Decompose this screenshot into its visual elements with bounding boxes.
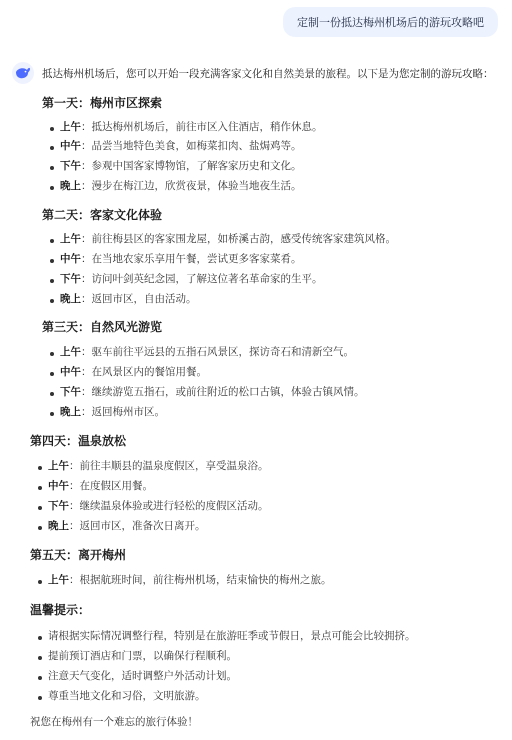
item-time: 下午 — [60, 273, 81, 285]
item-text: 参观中国客家博物馆，了解客家历史和文化。 — [91, 160, 302, 172]
assistant-intro-text: 抵达梅州机场后，您可以开始一段充满客家文化和自然美景的旅程。以下是为您定制的游玩攻略： — [42, 68, 494, 80]
item-text: 根据航班时间，前往梅州机场，结束愉快的梅州之旅。 — [79, 574, 332, 586]
bullet-dot — [38, 466, 42, 470]
item-text: 访问叶剑英纪念园，了解这位著名革命家的生平。 — [91, 273, 323, 285]
list-item: 晚上：漫步在梅江边，欣赏夜景，体验当地夜生活。 — [60, 180, 302, 192]
bullet-dot — [50, 372, 54, 376]
item-text: 在当地农家乐享用午餐，尝试更多客家菜肴。 — [91, 253, 302, 265]
item-text: 前往梅县区的客家围龙屋，如桥溪古韵，感受传统客家建筑风格。 — [91, 233, 396, 245]
bullet-dot — [38, 636, 42, 640]
item-text: 返回市区，准备次日离开。 — [79, 520, 206, 532]
item-time: 下午 — [48, 500, 69, 512]
bullet-dot — [38, 486, 42, 490]
item-text: 在度假区用餐。 — [79, 480, 153, 492]
list-item: 上午：驱车前往平远县的五指石风景区，探访奇石和清新空气。 — [60, 346, 354, 358]
item-time: 上午 — [60, 121, 81, 133]
list-item: 上午：前往梅县区的客家围龙屋，如桥溪古韵，感受传统客家建筑风格。 — [60, 233, 396, 245]
item-time: 中午 — [60, 366, 81, 378]
item-time: 中午 — [48, 480, 69, 492]
tip-item: 尊重当地文化和习俗，文明旅游。 — [48, 690, 206, 702]
list-item: 晚上：返回梅州市区。 — [60, 406, 165, 418]
item-text: 在风景区内的餐馆用餐。 — [91, 366, 207, 378]
item-text: 返回梅州市区。 — [91, 406, 165, 418]
item-text: 抵达梅州机场后，前往市区入住酒店，稍作休息。 — [91, 121, 323, 133]
list-item: 上午：根据航班时间，前往梅州机场，结束愉快的梅州之旅。 — [48, 574, 332, 586]
list-item: 中午：在当地农家乐享用午餐，尝试更多客家菜肴。 — [60, 253, 302, 265]
item-time: 上午 — [60, 233, 81, 245]
item-time: 下午 — [60, 386, 81, 398]
list-item: 晚上：返回市区，准备次日离开。 — [48, 520, 206, 532]
tip-item: 请根据实际情况调整行程，特别是在旅游旺季或节假日，景点可能会比较拥挤。 — [48, 630, 416, 642]
bullet-dot — [50, 166, 54, 170]
bullet-dot — [50, 186, 54, 190]
day-5-heading: 第五天：离开梅州 — [30, 548, 127, 562]
bullet-dot — [50, 239, 54, 243]
item-time: 晚上 — [60, 180, 81, 192]
item-time: 中午 — [60, 253, 81, 265]
item-text: 品尝当地特色美食，如梅菜扣肉、盐焗鸡等。 — [91, 140, 302, 152]
tip-item: 注意天气变化，适时调整户外活动计划。 — [48, 670, 237, 682]
day-3-heading: 第三天：自然风光游览 — [42, 320, 163, 334]
item-text: 漫步在梅江边，欣赏夜景，体验当地夜生活。 — [91, 180, 302, 192]
item-time: 上午 — [48, 460, 69, 472]
tip-item: 提前预订酒店和门票，以确保行程顺利。 — [48, 650, 237, 662]
day-4-heading: 第四天：温泉放松 — [30, 434, 127, 448]
tips-heading: 温馨提示： — [30, 603, 91, 617]
list-item: 下午：参观中国客家博物馆，了解客家历史和文化。 — [60, 160, 302, 172]
item-time: 上午 — [48, 574, 69, 586]
item-time: 晚上 — [60, 293, 81, 305]
closing-text: 祝您在梅州有一个难忘的旅行体验！ — [30, 716, 198, 728]
item-text: 继续游览五指石，或前往附近的松口古镇，体验古镇风情。 — [91, 386, 365, 398]
list-item: 晚上：返回市区，自由活动。 — [60, 293, 197, 305]
list-item: 下午：继续温泉体验或进行轻松的度假区活动。 — [48, 500, 269, 512]
bullet-dot — [50, 299, 54, 303]
item-time: 中午 — [60, 140, 81, 152]
bullet-dot — [50, 279, 54, 283]
item-text: 前往丰顺县的温泉度假区，享受温泉浴。 — [79, 460, 269, 472]
bullet-dot — [38, 676, 42, 680]
list-item: 下午：继续游览五指石，或前往附近的松口古镇，体验古镇风情。 — [60, 386, 365, 398]
item-time: 晚上 — [48, 520, 69, 532]
bullet-dot — [38, 696, 42, 700]
bullet-dot — [38, 526, 42, 530]
bullet-dot — [50, 392, 54, 396]
item-text: 返回市区，自由活动。 — [91, 293, 197, 305]
list-item: 中午：在度假区用餐。 — [48, 480, 153, 492]
list-item: 上午：抵达梅州机场后，前往市区入住酒店，稍作休息。 — [60, 121, 323, 133]
item-time: 下午 — [60, 160, 81, 172]
bullet-dot — [38, 580, 42, 584]
bullet-dot — [38, 506, 42, 510]
item-text: 继续温泉体验或进行轻松的度假区活动。 — [79, 500, 269, 512]
bullet-dot — [50, 259, 54, 263]
day-1-heading: 第一天：梅州市区探索 — [42, 96, 163, 110]
bullet-dot — [50, 352, 54, 356]
list-item: 中午：在风景区内的餐馆用餐。 — [60, 366, 207, 378]
list-item: 下午：访问叶剑英纪念园，了解这位著名革命家的生平。 — [60, 273, 323, 285]
list-item: 中午：品尝当地特色美食，如梅菜扣肉、盐焗鸡等。 — [60, 140, 302, 152]
list-item: 上午：前往丰顺县的温泉度假区，享受温泉浴。 — [48, 460, 269, 472]
bullet-dot — [50, 146, 54, 150]
bullet-dot — [50, 127, 54, 131]
item-text: 驱车前往平远县的五指石风景区，探访奇石和清新空气。 — [91, 346, 354, 358]
day-2-heading: 第二天：客家文化体验 — [42, 208, 163, 222]
bullet-dot — [38, 656, 42, 660]
item-time: 晚上 — [60, 406, 81, 418]
user-message-text: 定制一份抵达梅州机场后的游玩攻略吧 — [297, 16, 484, 29]
bullet-dot — [50, 412, 54, 416]
item-time: 上午 — [60, 346, 81, 358]
